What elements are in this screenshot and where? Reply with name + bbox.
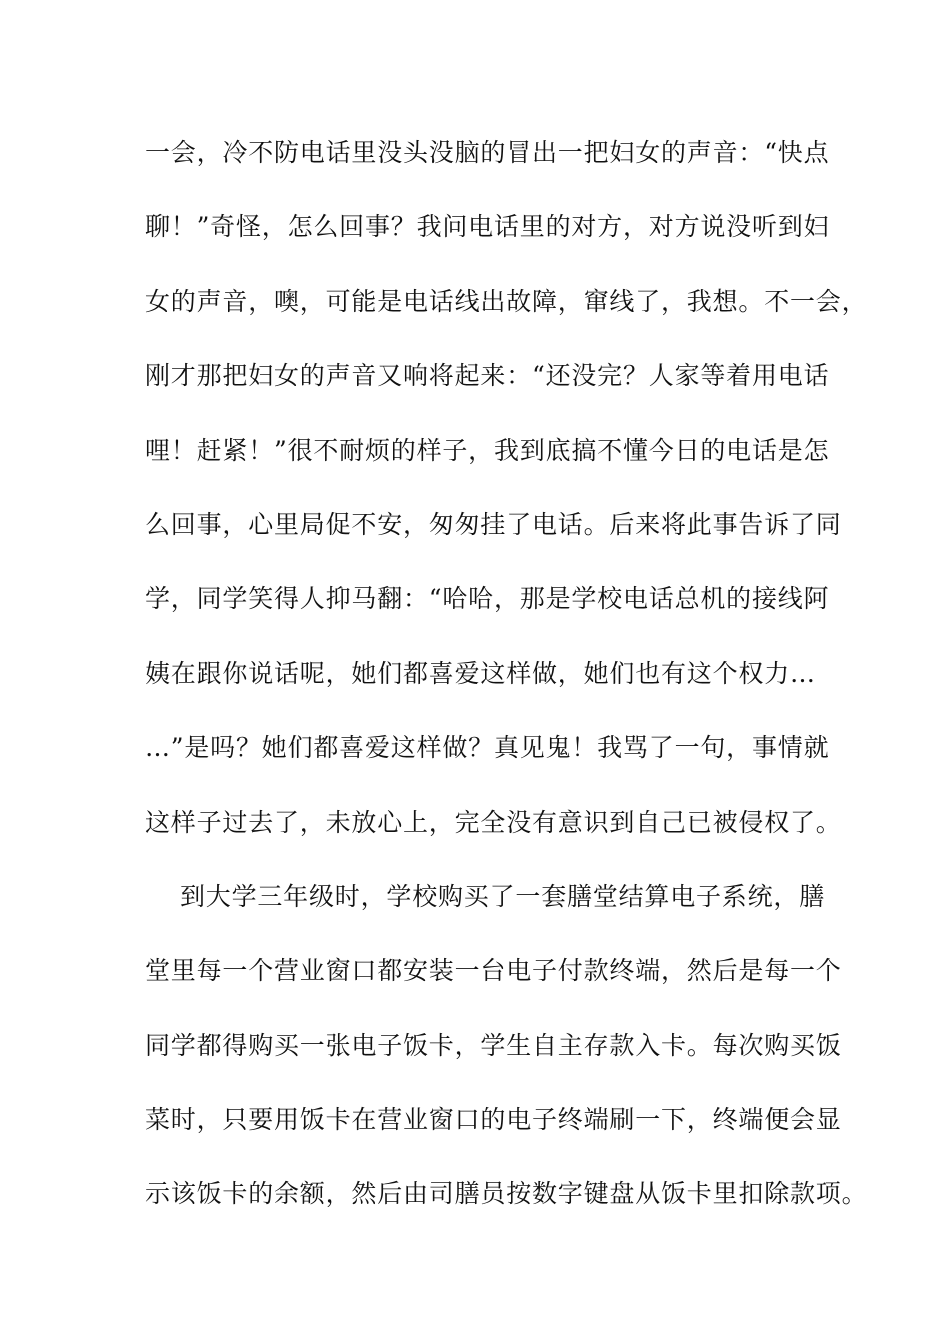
text-line: 哩！赶紧！”很不耐烦的样子，我到底搞不懂今日的电话是怎	[145, 435, 830, 465]
text-line: 学，同学笑得人抑马翻：“哈哈，那是学校电话总机的接线阿	[145, 584, 830, 614]
text-line: 么回事，心里局促不安，匆匆挂了电话。后来将此事告诉了同	[145, 509, 842, 539]
text-line: 女的声音，噢，可能是电话线出故障，窜线了，我想。不一会，	[145, 286, 868, 316]
text-line: 姨在跟你说话呢，她们都喜爱这样做，她们也有这个权力…	[145, 658, 816, 688]
text-line: 堂里每一个营业窗口都安装一台电子付款终端，然后是每一个	[145, 956, 842, 986]
body-text	[145, 130, 868, 1246]
text-line: 刚才那把妇女的声音又响将起来：“还没完？人家等着用电话	[145, 361, 830, 391]
text-line: 一会，冷不防电话里没头没脑的冒出一把妇女的声音：“快点	[145, 138, 830, 167]
text-line: 这样子过去了，未放心上，完全没有意识到自己已被侵权了。	[145, 807, 842, 837]
text-line: 菜时，只要用饭卡在营业窗口的电子终端刷一下，终端便会显	[145, 1105, 842, 1135]
paragraph-start-line: 到大学三年级时，学校购买了一套膳堂结算电子系统，膳	[145, 881, 825, 911]
text-line: 聊！”奇怪，怎么回事？我问电话里的对方，对方说没听到妇	[145, 212, 830, 242]
text-line: …”是吗？她们都喜爱这样做？真见鬼！我骂了一句，事情就	[145, 733, 830, 763]
text-line: 同学都得购买一张电子饭卡，学生自主存款入卡。每次购买饭	[145, 1030, 842, 1060]
text-line: 示该饭卡的余额，然后由司膳员按数字键盘从饭卡里扣除款项。	[145, 1179, 868, 1209]
